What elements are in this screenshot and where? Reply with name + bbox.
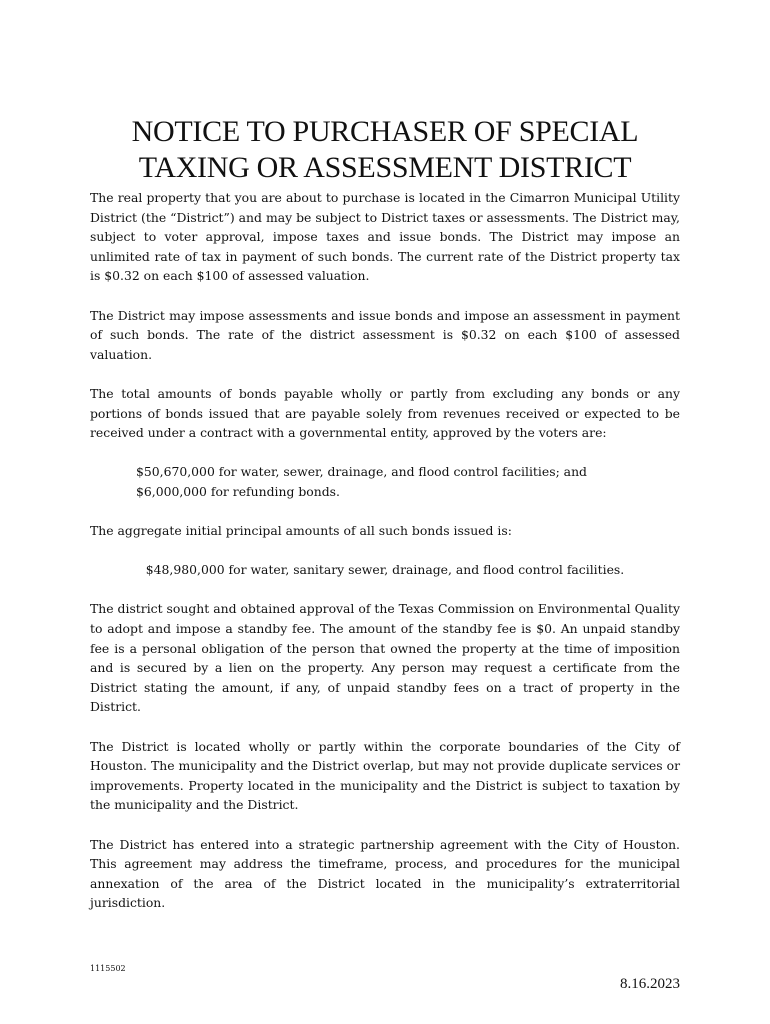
- document-date: 8.16.2023: [620, 976, 680, 992]
- paragraph-property-location: The real property that you are about to purchase is located in the Cimarron Municipal Utility District (the “District”) and may be subject to District taxes or assessments. The District may, subject to voter approval, impose taxes and issue bonds. The District may impose an unlimited rate of tax in payment of such bonds. The current rate of the District property tax is $0.32 on each $100 of assessed valuation.: [90, 190, 680, 284]
- notice-title: [90, 114, 680, 186]
- paragraph-municipality: The District is located wholly or partly within the corporate boundaries of the City of Houston. The municipality and the District overlap, but may not provide duplicate services or improvements. Property located in the municipality and the District is subject to taxation by the municipality and the District.: [90, 738, 680, 813]
- paragraph-issued-bonds: The aggregate initial principal amounts of all such bonds issued is:: [90, 523, 512, 539]
- issued-bond-item: $48,980,000 for water, sanitary sewer, drainage, and flood control facilities.: [145, 562, 625, 578]
- approved-bond-item-1: $50,670,000 for water, sewer, drainage, and flood control facilities; and: [136, 464, 587, 480]
- notice-body: [90, 188, 680, 933]
- title-line-1: NOTICE TO PURCHASER OF SPECIAL: [131, 115, 639, 148]
- approved-bonds-list: [136, 462, 680, 501]
- paragraph-standby-fee: The district sought and obtained approval of the Texas Commission on Environmental Quality to adopt and impose a standby fee. The amount of the standby fee is $0. An unpaid standby fee is a personal obligation of the person that owned the property at the time of imposition and is secured by a lien on the property. Any person may request a certificate from the District stating the amount, if any, of unpaid standby fees on a tract of property in the District.: [90, 601, 680, 715]
- paragraph-approved-bonds: The total amounts of bonds payable wholly or partly from excluding any bonds or any portions of bonds issued that are payable solely from revenues received or expected to be received under a contract with a governmental entity, approved by the voters are:: [90, 385, 680, 441]
- title-line-2: TAXING OR ASSESSMENT DISTRICT: [138, 151, 632, 184]
- approved-bond-item-2: $6,000,000 for refunding bonds.: [136, 483, 340, 499]
- paragraph-strategic-partnership: The District has entered into a strategic partnership agreement with the City of Houston. This agreement may address the timeframe, process, and procedures for the municipal annexation of the area of the District located in the municipality’s extraterritorial jurisdiction.: [90, 836, 680, 911]
- document-number: 1115502: [90, 964, 126, 973]
- paragraph-assessments: The District may impose assessments and issue bonds and impose an assessment in payment of such bonds. The rate of the district assessment is $0.32 on each $100 of assessed valuation.: [90, 307, 680, 362]
